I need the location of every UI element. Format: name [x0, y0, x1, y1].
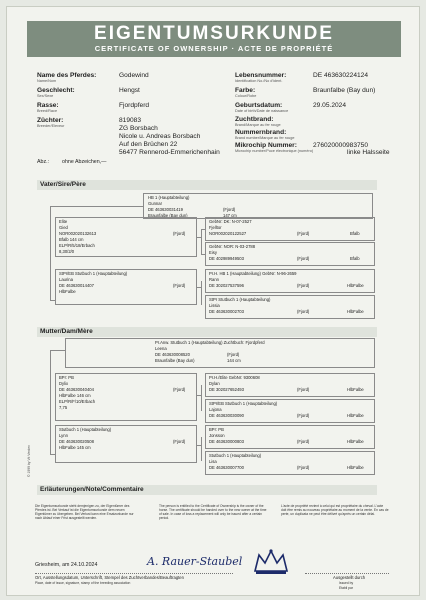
sex-label: Geschlecht: — [37, 87, 75, 94]
issued-by-en: Issued by — [339, 581, 354, 585]
sire-gd-dam-color: HlbFalbe — [347, 309, 364, 314]
dam-gd-sire-color: HlbFalbe — [347, 439, 364, 444]
dam-height: 144 cm — [227, 358, 241, 363]
breeder-line: ZG Borsbach — [119, 125, 158, 132]
sire-gs-dam-breed: (Fjord) — [297, 256, 310, 261]
sire-gs-dam-name: Eisy — [209, 250, 217, 255]
dam-granddam-breed: (Fjord) — [173, 439, 186, 444]
copyright-note: © 1999 by Vit Verden — [27, 444, 31, 477]
sire-grandsire-name: Gied — [59, 225, 68, 230]
pedigree-connector — [50, 350, 65, 351]
birth-date-label: Geburtsdatum: — [235, 102, 283, 109]
sire-gd-dam-breed: (Fjord) — [297, 309, 310, 314]
sire-breed: (Fjord) — [223, 207, 236, 212]
pedigree-connector — [50, 206, 143, 207]
dam-gs-dam-name: Lajona — [209, 407, 222, 412]
sire-granddam-breed: (Fjord) — [173, 283, 186, 288]
dam-id: DE 463630008520 — [155, 352, 190, 357]
microchip-sublabel: Microchip number/Puce électronique (numéro) — [235, 149, 314, 153]
color-sublabel: Colour/Robe — [235, 94, 257, 98]
legal-text-fr: L'acte de propriété revient à celui qui est propriétaire du cheval. L'acte doit être remis au nouveau propriétaire au moment de la vente. En cas de perte, un duplicata ne peut être délivré qu'après un certain délai. — [281, 504, 389, 516]
dam-breed: (Fjord) — [227, 352, 240, 357]
dam-gs-dam-breed: (Fjord) — [297, 413, 310, 418]
sire-gs-dam-color: Bfalb — [350, 256, 360, 261]
breeder-label: Züchter: — [37, 117, 64, 124]
sire-color: Braunfalbe (Bay dun) — [148, 213, 188, 218]
sire-height: 147 cm — [223, 213, 237, 218]
sire-gd-dam-line1: StPr Stutbuch 1 (Hauptabteilung) — [209, 297, 271, 302]
pedigree-connector — [50, 398, 51, 454]
dam-gd-sire-name: Jonsson — [209, 433, 225, 438]
sire-gs-sire-line1: GebNr: DK: N-07-2527 — [209, 219, 252, 224]
dam-grandsire-name: Dylix — [59, 381, 69, 386]
issued-by-fr: Etabli par — [339, 586, 353, 590]
notes-heading: Erläuterungen/Note/Commentaire — [37, 485, 377, 495]
microchip-location: linke Halsseite — [347, 149, 390, 156]
sire-gs-dam-id: DE 402989949503 — [209, 256, 244, 261]
footer-caption: Ort, Ausstellungsdatum, Unterschrift, Stempel des Zuchtverbandes/Beauftragten — [35, 575, 184, 580]
markings-label: Abz.: — [37, 159, 50, 165]
life-number-sublabel: Identification No./No d'ident. — [235, 79, 283, 83]
microchip-label: Mikrochip Nummer: — [235, 142, 297, 149]
dam-grandsire-score: 7,75 — [59, 405, 68, 410]
issuer-line — [305, 573, 389, 574]
breed-value: Fjordpferd — [119, 102, 150, 109]
markings-value: ohne Abzeichen,— — [62, 159, 107, 165]
sire-gs-sire-color: Bfalb — [350, 231, 360, 236]
sire-gs-sire-breed: (Fjord) — [297, 231, 310, 236]
pedigree-connector — [197, 237, 201, 238]
legal-text-de: Die Eigentumsurkunde steht demjenigen zu, der Eigentümer des Pferdes ist. Bei Verkauf ist die Eigentumsurkunde dem neuen Eigentümer zu übergeben. Bei Verlust kann eine Ersatzurkunde nur nach Ablauf einer Frist ausgestellt werden. — [35, 504, 134, 520]
dam-gs-sire-id: DE 302027652493 — [209, 387, 244, 392]
sire-gd-sire-id: DE 302027537596 — [209, 283, 244, 288]
microchip-value: 276020000983750 — [313, 142, 369, 149]
color-value: Braunfalbe (Bay dun) — [313, 87, 376, 94]
birth-date-sublabel: Date of birth/Date de naissance — [235, 109, 289, 113]
sire-grandsire-color: Bfalb 144 cm — [59, 237, 84, 242]
sire-gs-dam-line1: GebNr: NOR: N-03-2788 — [209, 244, 256, 249]
sire-grandsire-test: ELP/R/5/18/Erbach — [59, 243, 95, 248]
sire-gs-sire-id: NOR002020122527 — [209, 231, 247, 236]
dam-name: Leena — [155, 346, 167, 351]
legal-text-en: The person is entitled to the Certificate of Ownership is the owner of the horse. The certificate should be handed over to the new owner at the time of sale. In case of loss a replacement will only be issued after a certain period. — [159, 504, 267, 520]
sex-value: Hengst — [119, 87, 140, 94]
dam-book: Pr.Anw. Stutbuch 1 (Hauptabteilung) Zuchtbuch: Fjordpferd — [155, 340, 265, 345]
pedigree-connector — [50, 206, 51, 254]
pedigree-connector — [197, 445, 201, 446]
pedigree-connector — [201, 437, 202, 461]
document-subtitle: CERTIFICATE OF OWNERSHIP · ACTE DE PROPRIÉTÉ — [94, 44, 334, 53]
dam-gd-sire-id: DE 463630000803 — [209, 439, 244, 444]
dam-grandsire-title: BPr: PB — [59, 375, 74, 380]
sire-gd-dam-name: Lissia — [209, 303, 220, 308]
breeder-sublabel: Breeder/Eleveur — [37, 124, 65, 128]
dam-granddam-id: DE 463630020508 — [59, 439, 94, 444]
sire-gs-sire-name: Fjelltor — [209, 225, 222, 230]
sex-sublabel: Sex/Sexe — [37, 94, 54, 98]
pedigree-connector — [201, 281, 202, 305]
birth-date-value: 29.05.2024 — [313, 102, 347, 109]
pedigree-connector — [50, 350, 51, 398]
document-title: EIGENTUMSURKUNDE — [94, 23, 334, 44]
breeder-line: Nicole u. Andreas Borsbach — [119, 133, 201, 140]
dam-gd-dam-id: DE 463630007700 — [209, 465, 244, 470]
sire-granddam-name: Laurina — [59, 277, 73, 282]
pedigree-connector — [50, 254, 51, 300]
dam-grandsire-id: DE 463630040404 — [59, 387, 94, 392]
dam-grandsire-breed: (Fjord) — [173, 387, 186, 392]
number-brand-label: Nummernbrand: — [235, 129, 287, 136]
signature-line — [35, 573, 233, 574]
dam-gd-sire-box — [205, 425, 375, 449]
breeder-number: 819083 — [119, 117, 142, 124]
dam-gd-dam-name: Lisa — [209, 459, 217, 464]
sire-name: Gunnar — [148, 201, 162, 206]
crown-stamp-icon — [251, 547, 291, 577]
dam-grandsire-test: ELP/R/F/10/Erbach — [59, 399, 96, 404]
dam-gd-sire-breed: (Fjord) — [297, 439, 310, 444]
dam-granddam-name: Lynn — [59, 433, 68, 438]
dam-gd-dam-breed: (Fjord) — [297, 465, 310, 470]
dam-gs-dam-line1: StPr/EB Stutbuch 1 (Hauptabteilung) — [209, 401, 278, 406]
sire-gd-sire-breed: (Fjord) — [297, 283, 310, 288]
sire-gd-sire-line1: Pr.H. HB 1 (Hauptabteilung) GebNr: N-96-2659 — [209, 271, 297, 276]
dam-gs-dam-id: DE 463630030090 — [209, 413, 244, 418]
horse-name-sublabel: Name/Nom — [37, 79, 57, 83]
dam-gd-dam-color: HlbFalbe — [347, 465, 364, 470]
sire-grandsire-id: NOR002020132613 — [59, 231, 97, 236]
dam-gs-sire-color: HlbFalbe — [347, 387, 364, 392]
pedigree-connector — [201, 229, 202, 254]
breed-label: Rasse: — [37, 102, 59, 109]
life-number-value: DE 463630224124 — [313, 72, 368, 79]
certificate-sheet — [6, 6, 420, 596]
horse-name-value: Godewind — [119, 72, 149, 79]
sire-gd-sire-color: HlbFalbe — [347, 283, 364, 288]
place-date: Griesheim, am 24.10.2024 — [35, 562, 98, 568]
dam-gd-dam-line1: Stutbuch 1 (Hauptabteilung) — [209, 453, 262, 458]
dam-grandsire-color: HlbFalbe 146 cm — [59, 393, 91, 398]
dam-granddam-color: HlbFalbe 145 cm — [59, 445, 91, 450]
breed-brand-label: Zuchtbrand: — [235, 116, 274, 123]
sire-gd-dam-id: DE 463630002703 — [209, 309, 244, 314]
sire-grandsire-title: Elite — [59, 219, 68, 224]
issued-by: Ausgestellt durch — [333, 575, 366, 580]
sire-granddam-color: HlbFalbe — [59, 289, 76, 294]
sire-id: DE 463630031419 — [148, 207, 183, 212]
footer-caption-en: Place, date of issue, signature, stamp of the breeding association — [35, 581, 131, 585]
sire-section-heading: Vater/Sire/Père — [37, 180, 377, 190]
dam-gs-sire-line1: Pr.H./Elite GebNr: 9300608 — [209, 375, 260, 380]
dam-granddam-book: Stutbuch 1 (Hauptabteilung) — [59, 427, 112, 432]
breeder-line: Auf den Brüchen 22 — [119, 141, 178, 148]
pedigree-connector — [197, 287, 201, 288]
pedigree-connector — [201, 385, 202, 411]
dam-section-heading: Mutter/Dam/Mère — [37, 327, 377, 337]
sire-book: HB 1 (Hauptabteilung) — [148, 195, 190, 200]
dam-gs-sire-breed: (Fjord) — [297, 387, 310, 392]
dam-gs-dam-color: HlbFalbe — [347, 413, 364, 418]
sire-granddam-id: DE 463630014407 — [59, 283, 94, 288]
breeder-line: 56477 Rennerod-Emmerichenhain — [119, 149, 220, 156]
number-brand-sublabel: Brand number/Marque au fer rouge — [235, 136, 295, 140]
horse-name-label: Name des Pferdes: — [37, 72, 97, 79]
breed-sublabel: Breed/Race — [37, 109, 58, 113]
dam-gs-sire-name: Dylan — [209, 381, 220, 386]
breed-brand-sublabel: Brand/Marque au fer rouge — [235, 123, 281, 127]
dam-color: Braunfalbe (Bay dun) — [155, 358, 195, 363]
pedigree-connector — [197, 395, 201, 396]
sire-gd-sire-name: Rann — [209, 277, 220, 282]
life-number-label: Lebensnummer: — [235, 72, 287, 79]
signature: A. Rauer-Staubel — [147, 555, 243, 568]
sire-grandsire-score: 8,30/2/0 — [59, 249, 75, 254]
color-label: Farbe: — [235, 87, 256, 94]
sire-granddam-book: StPr/EB Stutbuch 1 (Hauptabteilung) — [59, 271, 128, 276]
sire-grandsire-breed: (Fjord) — [173, 231, 186, 236]
dam-gd-sire-line1: BPr: PB — [209, 427, 224, 432]
